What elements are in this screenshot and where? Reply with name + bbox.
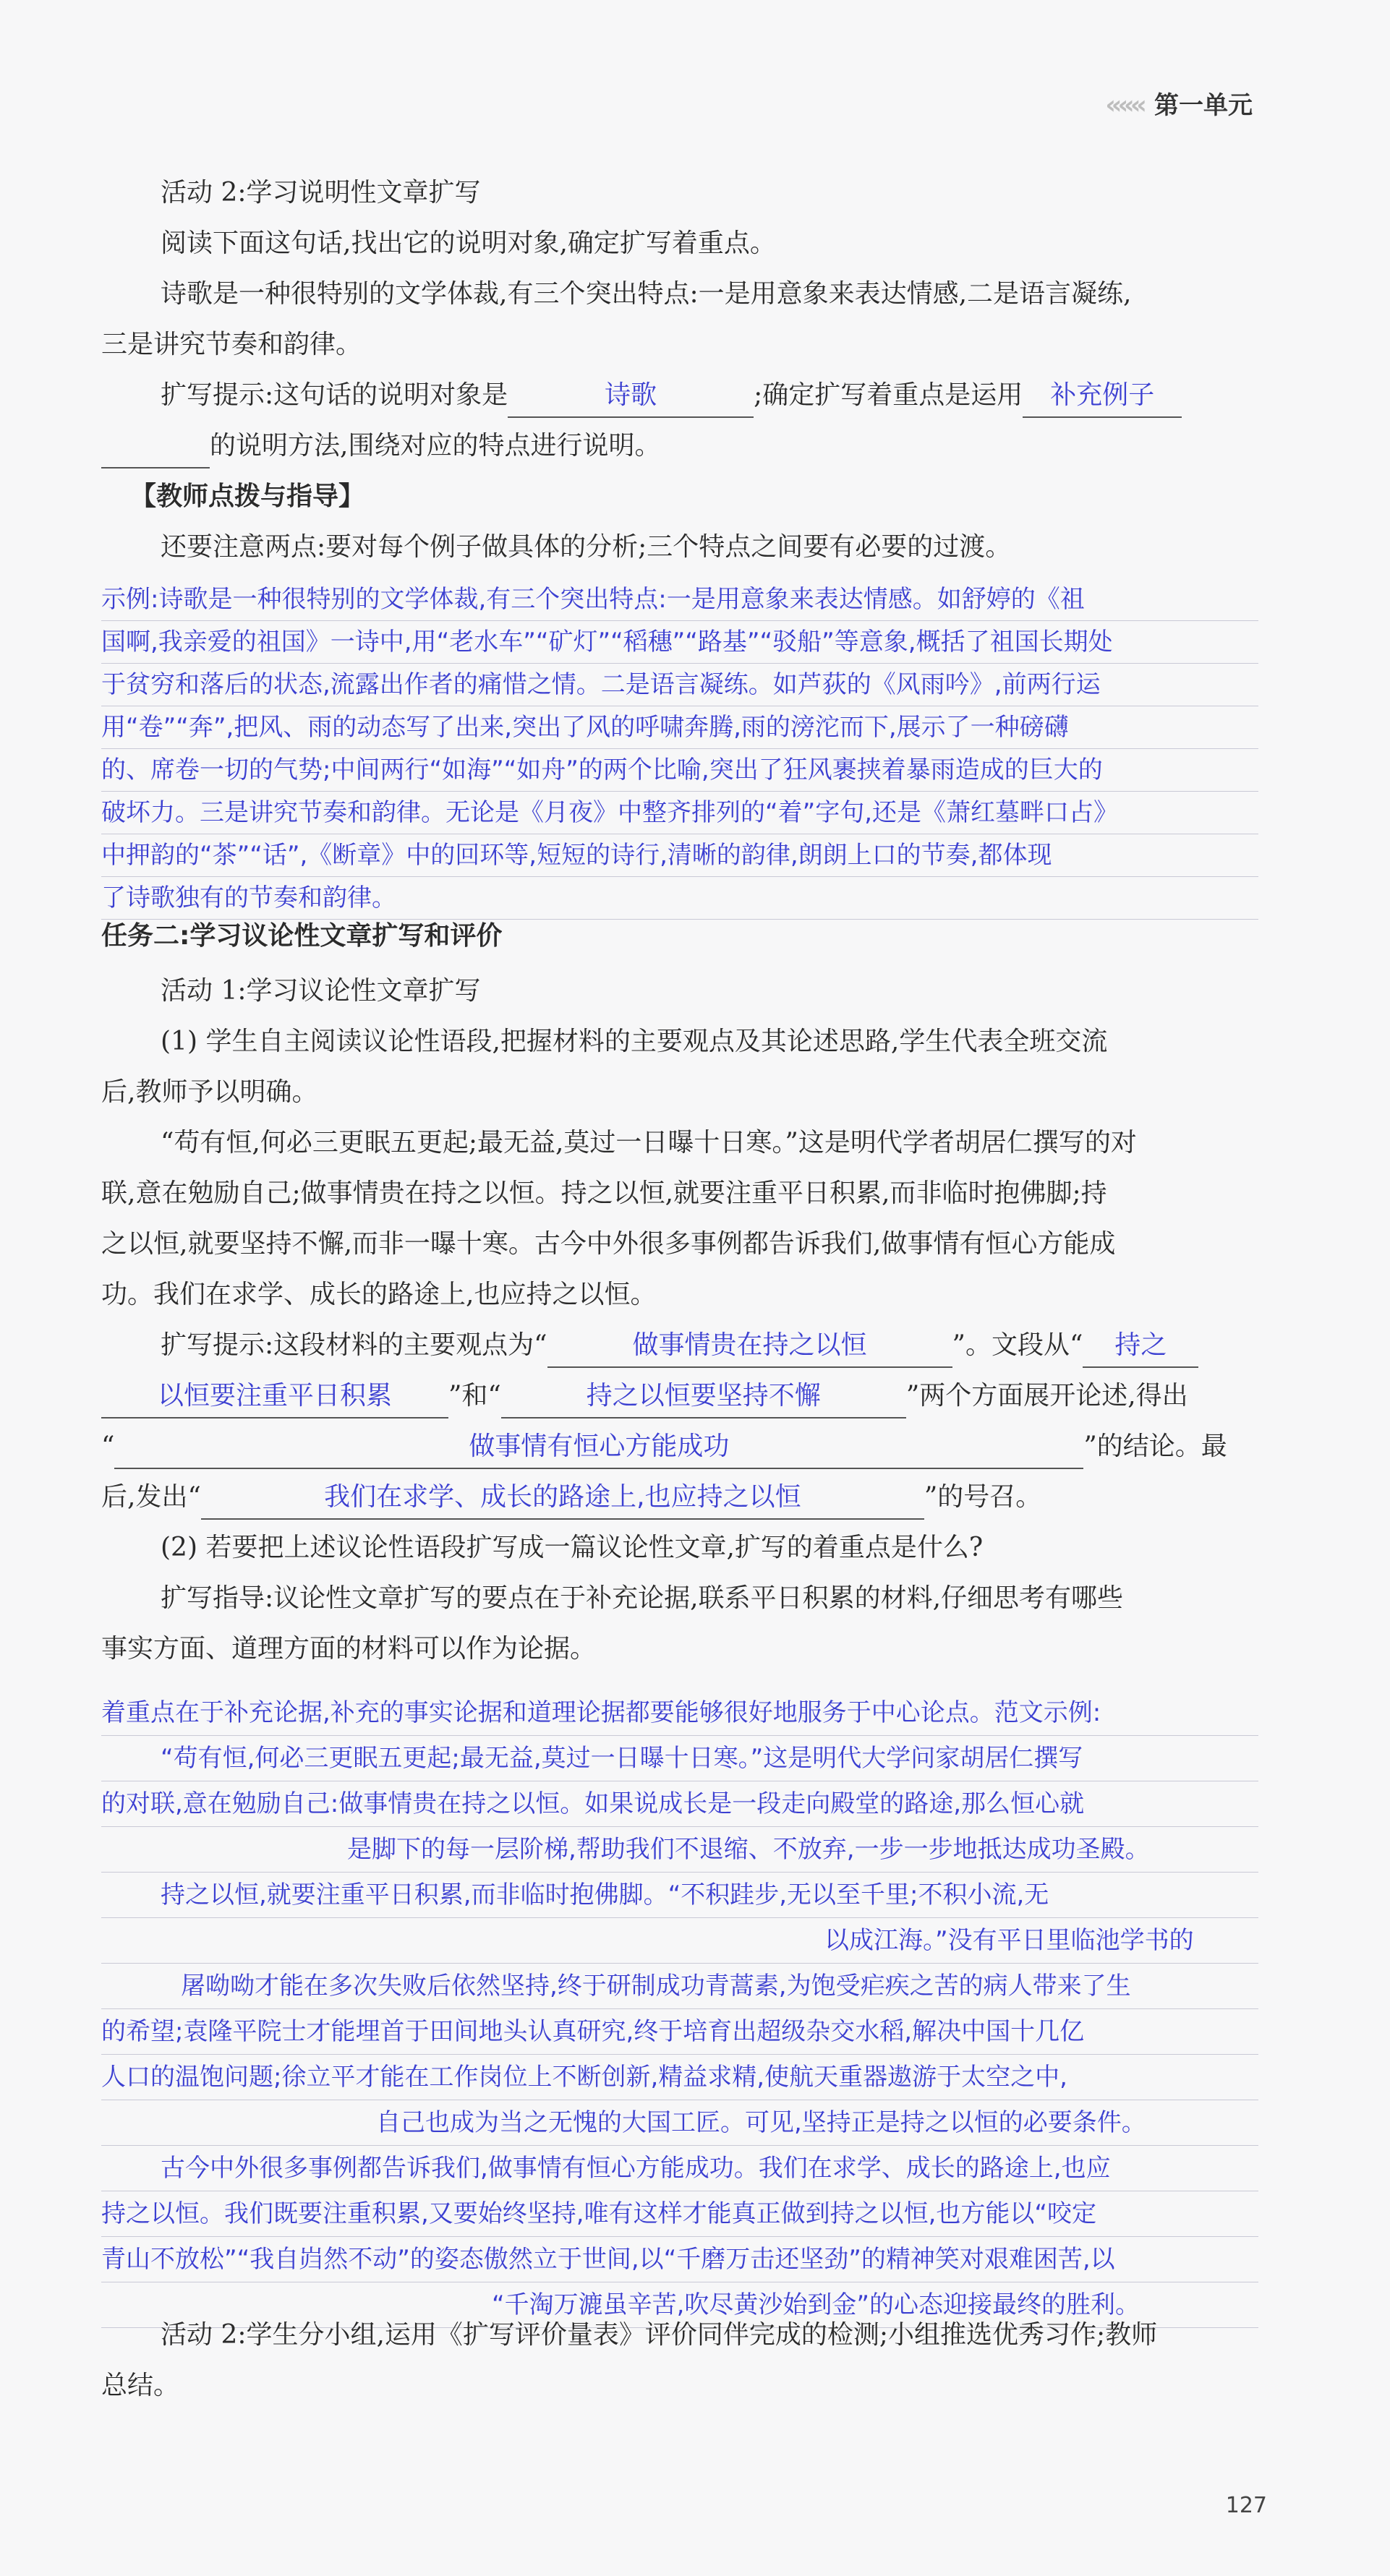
activity1-title: 活动 1:学习议论性文章扩写 <box>161 976 481 1006</box>
essay-line: 自己也成为当之无愧的大国工匠。可见,坚持正是持之以恒的必要条件。 <box>101 2100 1258 2146</box>
poem-sentence-line: 诗歌是一种很特别的文学体裁,有三个突出特点:一是用意象来表达情感,二是语言凝练, <box>161 279 1132 309</box>
passage-line: 功。我们在求学、成长的路途上,也应持之以恒。 <box>101 1280 657 1309</box>
answer-method[interactable]: 补充例子 <box>1023 375 1182 418</box>
activity2b-line: 总结。 <box>101 2371 180 2400</box>
hint2-line <box>101 1472 1258 1523</box>
essay-line: 青山不放松”“我自岿然不动”的姿态傲然立于世间,以“千磨万击还坚劲”的精神笑对艰难困苦,以 <box>101 2237 1258 2282</box>
essay-line: 的对联,意在勉励自己:做事情贵在持之以恒。如果说成长是一段走向殿堂的路途,那么恒心就 <box>101 1781 1258 1827</box>
page-number: 127 <box>1225 2493 1267 2518</box>
intro-text: 阅读下面这句话,找出它的说明对象,确定扩写着重点。 <box>161 228 776 258</box>
activity2b <box>101 2310 1258 2411</box>
answer-conclusion[interactable]: 做事情有恒心方能成功 <box>114 1426 1083 1469</box>
example-line: 中押韵的“茶”“话”,《断章》中的回环等,短短的诗行,清晰的韵律,朗朗上口的节奏,都体现 <box>101 834 1258 877</box>
passage-line: “苟有恒,何必三更眠五更起;最无益,莫过一日曝十日寒。”这是明代学者胡居仁撰写的对 <box>161 1128 1137 1158</box>
answer-aspect1-end[interactable]: 以恒要注重平日积累 <box>101 1375 448 1418</box>
hint-text: ”。文段从“ <box>952 1330 1083 1360</box>
example-line: 用“卷”“奔”,把风、雨的动态写了出来,突出了风的呼啸奔腾,雨的滂沱而下,展示了一种磅礴 <box>101 706 1258 749</box>
activity2b-line: 活动 2:学生分小组,运用《扩写评价量表》评价同伴完成的检测;小组推选优秀习作;教师 <box>161 2320 1158 2350</box>
essay-line: 屠呦呦才能在多次失败后依然坚持,终于研制成功青蒿素,为饱受疟疾之苦的病人带来了生 <box>101 1964 1258 2009</box>
hint-text: ”的号召。 <box>924 1482 1042 1512</box>
model-essay <box>101 1690 1258 2328</box>
essay-line: 着重点在于补充论据,补充的事实论据和道理论据都要能够很好地服务于中心论点。范文示例: <box>101 1690 1258 1736</box>
hint-text: ”的结论。最 <box>1083 1432 1227 1461</box>
essay-line: 以成江海。”没有平日里临池学书的 <box>101 1918 1258 1964</box>
answer-call[interactable]: 我们在求学、成长的路途上,也应持之以恒 <box>201 1476 924 1520</box>
poem-sentence-line: 三是讲究节奏和韵律。 <box>101 330 362 359</box>
example-line: 示例:诗歌是一种很特别的文学体裁,有三个突出特点:一是用意象来表达情感。如舒婷的《祖 <box>101 578 1258 621</box>
hint-line <box>101 421 1258 471</box>
essay-line: “千淘万漉虽辛苦,吹尽黄沙始到金”的心态迎接最终的胜利。 <box>101 2282 1258 2328</box>
question2: (2) 若要把上述议论性语段扩写成一篇议论性文章,扩写的着重点是什么? <box>161 1533 984 1562</box>
example-line: 的、席卷一切的气势;中间两行“如海”“如舟”的两个比喻,突出了狂风裹挟着暴雨造成的巨大的 <box>101 749 1258 792</box>
hint-line <box>101 370 1258 421</box>
example-line: 了诗歌独有的节奏和韵律。 <box>101 877 1258 920</box>
hint-text: ;确定扩写着重点是运用 <box>754 380 1023 410</box>
hint-text: 的说明方法,围绕对应的特点进行说明。 <box>210 431 661 461</box>
hint-text: ”和“ <box>448 1381 501 1411</box>
guide2-line: 扩写指导:议论性文章扩写的要点在于补充论据,联系平日积累的材料,仔细思考有哪些 <box>161 1583 1124 1613</box>
section-explanatory <box>101 168 1258 573</box>
hint2-line <box>101 1320 1258 1371</box>
teacher-guide-text: 还要注意两点:要对每个例子做具体的分析;三个特点之间要有必要的过渡。 <box>161 532 1012 562</box>
essay-line: 的希望;袁隆平院士才能埋首于田间地头认真研究,终于培育出超级杂交水稻,解决中国十几亿 <box>101 2009 1258 2055</box>
question1-line: (1) 学生自主阅读议论性语段,把握材料的主要观点及其论述思路,学生代表全班交流 <box>161 1027 1108 1056</box>
essay-line: 古今中外很多事例都告诉我们,做事情有恒心方能成功。我们在求学、成长的路途上,也应 <box>101 2146 1258 2191</box>
essay-line: 人口的温饱问题;徐立平才能在工作岗位上不断创新,精益求精,使航天重器遨游于太空之中, <box>101 2055 1258 2100</box>
activity2-title: 活动 2:学习说明性文章扩写 <box>161 178 481 207</box>
essay-line: 是脚下的每一层阶梯,帮助我们不退缩、不放弃,一步一步地抵达成功圣殿。 <box>101 1827 1258 1873</box>
essay-line: “苟有恒,何必三更眠五更起;最无益,莫过一日曝十日寒。”这是明代大学问家胡居仁撰写 <box>101 1736 1258 1781</box>
guide2-line: 事实方面、道理方面的材料可以作为论据。 <box>101 1634 597 1664</box>
task2-title: 任务二:学习议论性文章扩写和评价 <box>101 921 503 951</box>
answer-object[interactable]: 诗歌 <box>508 375 754 418</box>
chevron-left-icon: ««« <box>1105 90 1143 120</box>
unit-title: 第一单元 <box>1154 91 1253 120</box>
hint-text: 扩写提示:这段材料的主要观点为“ <box>161 1330 547 1360</box>
essay-line: 持之以恒。我们既要注重积累,又要始终坚持,唯有这样才能真正做到持之以恒,也方能以“咬定 <box>101 2191 1258 2237</box>
unit-header <box>1105 85 1253 121</box>
section-argumentative <box>101 911 1258 1674</box>
hint-text: 后,发出“ <box>101 1482 201 1512</box>
answer-aspect2[interactable]: 持之以恒要坚持不懈 <box>501 1375 906 1418</box>
answer-aspect1-start[interactable]: 持之 <box>1083 1325 1198 1368</box>
hint-text: 扩写提示:这句话的说明对象是 <box>161 380 508 410</box>
example-line: 破坏力。三是讲究节奏和韵律。无论是《月夜》中整齐排列的“着”字句,还是《萧红墓畔口占》 <box>101 792 1258 834</box>
hint-text: “ <box>101 1432 115 1461</box>
hint2-line <box>101 1421 1258 1472</box>
example-answer <box>101 578 1258 920</box>
passage-line: 之以恒,就要坚持不懈,而非一曝十寒。古今中外很多事例都告诉我们,做事情有恒心方能成 <box>101 1229 1116 1259</box>
hint-text: ”两个方面展开论述,得出 <box>905 1381 1188 1411</box>
hint2-line <box>101 1371 1258 1421</box>
question1-line: 后,教师予以明确。 <box>101 1077 318 1107</box>
answer-main-view[interactable]: 做事情贵在持之以恒 <box>547 1325 952 1368</box>
example-line: 国啊,我亲爱的祖国》一诗中,用“老水车”“矿灯”“稻穗”“路基”“驳船”等意象,概括了祖国长期处 <box>101 621 1258 664</box>
blank-line <box>101 425 210 468</box>
teacher-guide-title: 【教师点拨与指导】 <box>130 482 365 511</box>
passage-line: 联,意在勉励自己;做事情贵在持之以恒。持之以恒,就要注重平日积累,而非临时抱佛脚;持 <box>101 1178 1107 1208</box>
example-line: 于贫穷和落后的状态,流露出作者的痛惜之情。二是语言凝练。如芦荻的《风雨吟》,前两行运 <box>101 664 1258 706</box>
essay-line: 持之以恒,就要注重平日积累,而非临时抱佛脚。“不积跬步,无以至千里;不积小流,无 <box>101 1873 1258 1918</box>
